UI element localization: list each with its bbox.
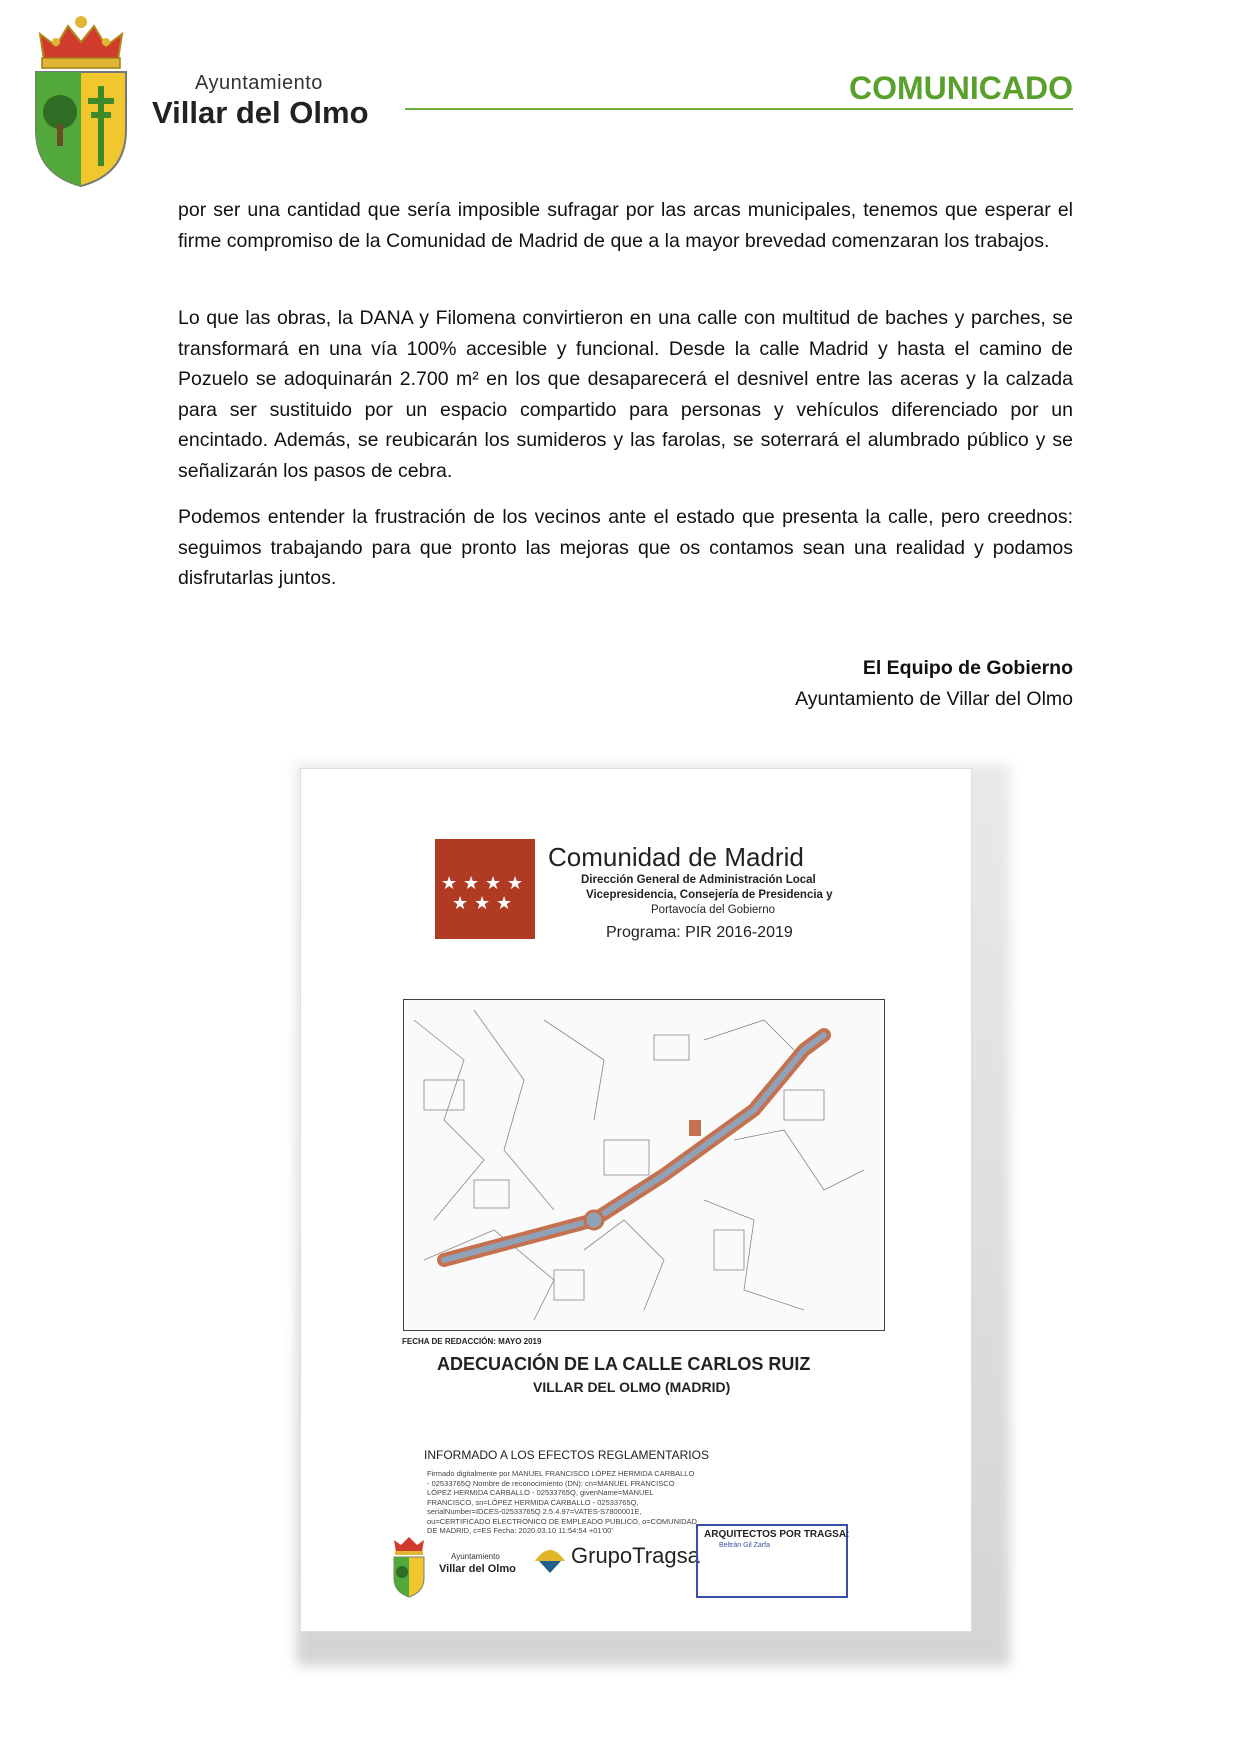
ayuntamiento-label: Ayuntamiento xyxy=(195,72,323,94)
svg-text:★: ★ xyxy=(474,893,491,914)
drafting-date: FECHA DE REDACCIÓN: MAYO 2019 xyxy=(402,1337,542,1346)
project-title: ADECUACIÓN DE LA CALLE CARLOS RUIZ xyxy=(437,1354,811,1374)
coat-of-arms-logo xyxy=(30,12,132,190)
digital-signature-text: Firmado digitalmente por MANUEL FRANCISCO LÓPEZ HERMIDA CARBALLO - 02533765Q Nombre de reconocimiento (DN): cn=MANUEL FRANCISCO LÓPEZ HERMIDA CARBALLO - 02533765Q, givenName=MANUEL FRANCISCO, sn=LÓPEZ HERMIDA CARBALLO - 02533765Q, serialNumber=IDCES-02533765Q 2.5.4.97=VATES-S7800001E, ou=CERTIFICADO ELECTRONICO DE EMPLEADO PUBLICO, o=COMUNIDAD DE MADRID, c=ES Fecha: 2020.03.10 11:54:54 +01'00' xyxy=(427,1469,697,1535)
paragraph-1: por ser una cantidad que sería imposible sufragar por las arcas municipales, tenemos que esperar el firme compromiso de la Comunidad de Madrid de que a la mayor brevedad comenzaran los trabajos. xyxy=(178,199,1073,252)
small-ayuntamiento-name: Villar del Olmo xyxy=(439,1563,516,1575)
cam-subtitle-2: Vicepresidencia, Consejería de Presidencia y xyxy=(586,889,833,901)
small-coat-of-arms-logo xyxy=(391,1534,427,1599)
signature-institution: Ayuntamiento de Villar del Olmo xyxy=(795,688,1073,710)
cam-title: Comunidad de Madrid xyxy=(548,842,804,872)
programa-label: Programa: PIR 2016-2019 xyxy=(606,924,793,941)
header-divider xyxy=(405,108,1073,110)
embedded-project-cover xyxy=(300,768,972,1632)
svg-text:★: ★ xyxy=(441,873,458,894)
small-ayuntamiento-label: Ayuntamiento xyxy=(451,1552,500,1561)
paragraph-2: Lo que las obras, la DANA y Filomena convirtieron en una calle con multitud de baches y parches, se transformará en una vía 100% accesible y funcional. Desde la calle Madrid y hasta el camino de Pozuelo se adoquinarán 2.700 m² en los que desaparecerá el desnivel entre las aceras y la calzada para ser sustituido por un espacio compartido para personas y vehículos diferenciado por un encintado. Además, se reubicarán los sumideros y las farolas, se soterrará el alumbrado público y se señalizarán los pasos de cebra. xyxy=(178,307,1073,482)
cam-subtitle-1: Dirección General de Administración Local xyxy=(581,874,816,886)
svg-text:★: ★ xyxy=(485,873,502,894)
svg-text:★: ★ xyxy=(507,873,524,894)
comunidad-madrid-logo xyxy=(435,839,535,939)
svg-text:★: ★ xyxy=(496,893,513,914)
informado-label: INFORMADO A LOS EFECTOS REGLAMENTARIOS xyxy=(424,1448,709,1462)
page-title: COMUNICADO xyxy=(849,70,1073,106)
signature-team: El Equipo de Gobierno xyxy=(862,657,1073,679)
svg-text:★: ★ xyxy=(463,873,480,894)
tragsa-logo-text: GrupoTragsa xyxy=(571,1543,700,1568)
project-location: VILLAR DEL OLMO (MADRID) xyxy=(533,1379,731,1395)
ayuntamiento-name: Villar del Olmo xyxy=(152,95,369,130)
tragsa-logo-icon xyxy=(533,1541,567,1575)
stamp-name: Beltrán Gil Zarfa xyxy=(719,1542,770,1549)
paragraph-3: Podemos entender la frustración de los vecinos ante el estado que presenta la calle, pero creednos: seguimos trabajando para que pronto las mejoras que os contamos sean una realidad y podamos disfrutarlas juntos. xyxy=(178,506,1073,589)
svg-text:★: ★ xyxy=(452,893,469,914)
stamp-title: ARQUITECTOS POR TRAGSA: xyxy=(704,1529,850,1540)
cam-subtitle-3: Portavocía del Gobierno xyxy=(651,904,776,916)
street-plan-map xyxy=(403,999,885,1331)
